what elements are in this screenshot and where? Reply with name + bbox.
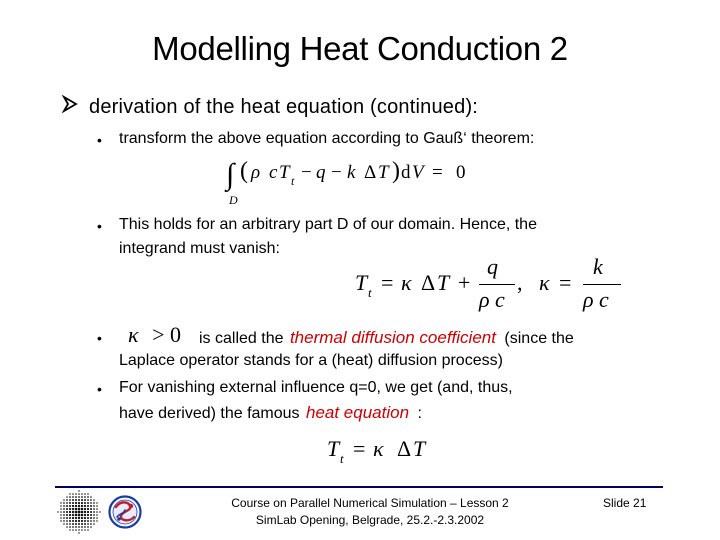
eq1-T2: T xyxy=(378,162,389,183)
sub-point-arbitrary-line2: integrand must vanish: xyxy=(119,240,280,257)
eq2-plus: + xyxy=(458,270,471,295)
slide-title: Modelling Heat Conduction 2 xyxy=(152,30,568,67)
vanishing-text-b: : xyxy=(417,405,422,422)
kappa-inline-math xyxy=(128,322,181,348)
eq3-T2: T xyxy=(413,436,426,461)
thermal-diffusion-term: thermal diffusion coefficient xyxy=(289,328,496,347)
sub-point-kappa-line1 xyxy=(199,328,574,348)
eq1-t-subscript: t xyxy=(291,174,295,188)
bullet-3: • xyxy=(97,330,102,346)
eq3-T: T xyxy=(327,436,340,461)
eq3-kappa: κ xyxy=(373,436,384,461)
eq1-d: d xyxy=(401,162,411,183)
eq2-fraction2-bar xyxy=(583,284,621,285)
eq2-kappa-2: κ xyxy=(539,270,550,295)
bullet-1: • xyxy=(97,132,102,148)
simlab-logo-icon xyxy=(108,495,142,529)
eq2-equals-1: = xyxy=(381,270,394,295)
eq2-delta: Δ xyxy=(421,270,436,295)
footer-slide-number: Slide 21 xyxy=(603,496,647,510)
point-derivation: derivation of the heat equation (continued): xyxy=(89,96,479,118)
integral-sign: ∫ xyxy=(226,158,235,191)
integral-equation xyxy=(226,158,486,208)
eq1-k: k xyxy=(347,162,356,183)
sub-point-vanishing-line1: For vanishing external influence q=0, we get (and, thus, xyxy=(119,379,513,396)
footer-rule xyxy=(55,486,663,488)
eq2-equals-2: = xyxy=(559,270,572,295)
vanishing-text-a: have derived) the famous xyxy=(119,405,300,422)
eq1-T: T xyxy=(279,162,290,183)
eq2-T2: T xyxy=(437,270,450,295)
eq1-rho: ρ xyxy=(251,162,261,183)
heat-equation xyxy=(327,436,447,472)
footer-course-line1: Course on Parallel Numerical Simulation – Lesson 2 xyxy=(231,496,509,510)
eq3-equals: = xyxy=(353,436,366,461)
eq2-comma: , xyxy=(517,270,523,295)
kappa-text-b: (since the xyxy=(504,330,574,347)
pde-equation xyxy=(355,254,635,316)
eq2-fraction2-denominator: ρ c xyxy=(583,287,609,312)
eq2-fraction1-bar xyxy=(479,284,515,285)
eq2-kappa: κ xyxy=(401,270,412,295)
eq3-t-subscript: t xyxy=(340,451,344,466)
bullet-4: • xyxy=(97,381,102,397)
eq2-fraction1-denominator: ρ c xyxy=(479,287,505,312)
kappa-greater-zero: > 0 xyxy=(152,322,181,347)
sub-point-kappa-line2: Laplace operator stands for a (heat) diffusion process) xyxy=(119,352,503,369)
eq1-delta: Δ xyxy=(364,162,377,183)
eq1-minus-2: − xyxy=(331,162,342,183)
eq1-zero: 0 xyxy=(456,162,466,183)
bullet-2: • xyxy=(97,218,102,234)
eq1-open-paren: ( xyxy=(240,158,248,184)
eq2-t-subscript: t xyxy=(368,285,372,300)
kappa-text-a: is called the xyxy=(199,330,284,347)
integral-domain: D xyxy=(229,193,238,207)
sub-point-arbitrary-line1: This holds for an arbitrary part D of our domain. Hence, the xyxy=(119,216,537,233)
sub-point-vanishing-line2 xyxy=(119,403,422,423)
dot-globe-logo-icon xyxy=(56,489,102,535)
eq3-delta: Δ xyxy=(397,436,412,461)
footer-course-line2: SimLab Opening, Belgrade, 25.2.-2.3.2002 xyxy=(255,513,485,527)
eq1-q: q xyxy=(316,162,326,183)
arrow-bullet-icon xyxy=(62,95,78,119)
eq1-close-paren: ) xyxy=(392,158,400,184)
eq1-equals: = xyxy=(432,162,443,183)
eq1-minus-1: − xyxy=(301,162,312,183)
heat-equation-term: heat equation xyxy=(306,403,410,422)
kappa-symbol: κ xyxy=(128,322,139,347)
eq2-T: T xyxy=(355,270,368,295)
eq1-c: c xyxy=(269,162,278,183)
footer-course xyxy=(190,495,550,529)
eq2-fraction1-numerator: q xyxy=(487,254,498,279)
eq2-fraction2-numerator: k xyxy=(593,254,603,279)
eq1-V: V xyxy=(412,162,424,183)
sub-point-transform: transform the above equation according to Gauß‘ theorem: xyxy=(119,130,535,147)
